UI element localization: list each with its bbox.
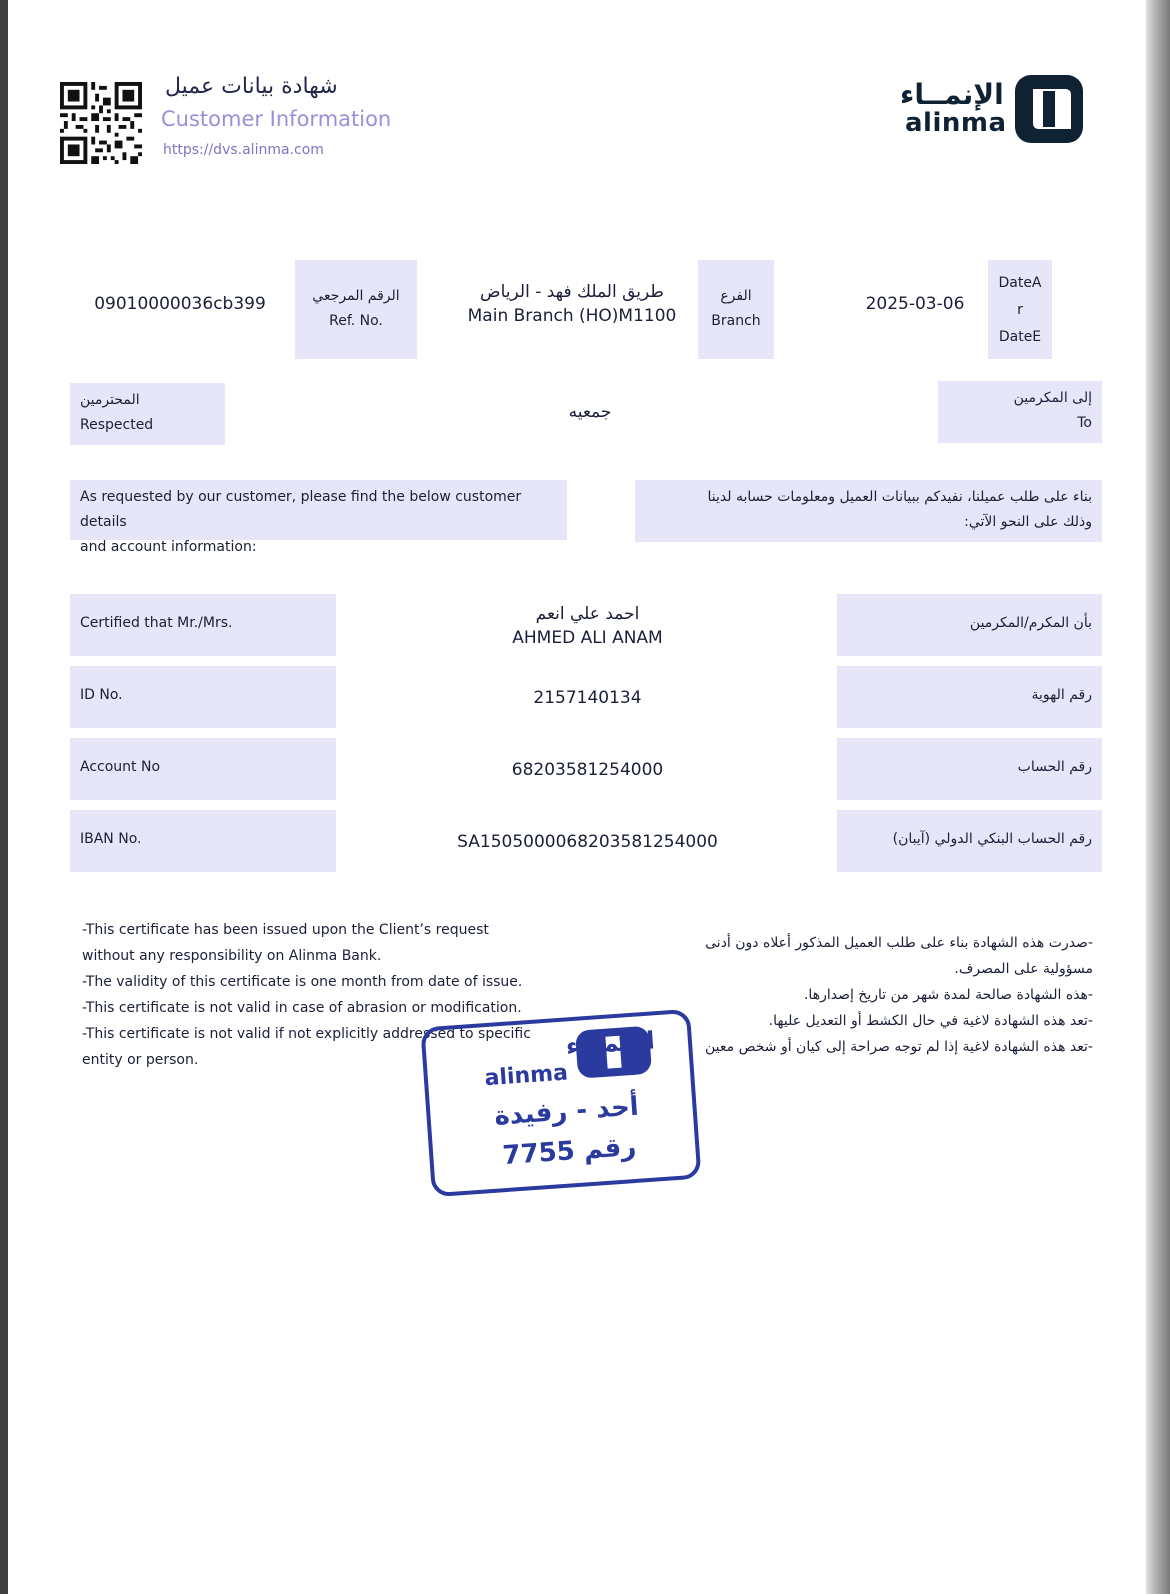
disclaimer-en-line: -The validity of this certificate is one month from date of issue. [82,974,523,990]
intro-en-line2: and account information: [80,539,257,555]
to-label-ar: إلى المكرمين [1013,390,1092,406]
disclaimer-en-line: -This certificate is not valid if not explicitly addressed to specific [82,1026,531,1042]
qr-code-icon [60,82,142,164]
id-label-en: ID No. [70,666,336,728]
branch-value-en: Main Branch (HO)M1100 [467,306,677,326]
disclaimer-ar-line: مسؤولية على المصرف. [954,961,1093,977]
customer-name [440,602,735,650]
to-label [938,381,1102,443]
stamp-logo-text-en: alinma [483,1060,569,1092]
ref-number-value: 09010000036cb399 [94,294,266,314]
ref-label-en: Ref. No. [329,313,383,329]
addressee-name: جمعيه [568,402,612,422]
to-label-en: To [1077,415,1092,431]
certificate-title-ar: شهادة بيانات عميل [165,74,338,99]
certified-label-en: Certified that Mr./Mrs. [70,594,336,656]
stamp-number-text: رقم 7755 [501,1131,638,1172]
intro-ar-line1: بناء على طلب عميلنا، نفيدكم ببيانات العميل ومعلومات حسابه لدينا [707,489,1092,505]
account-label-en: Account No [70,738,336,800]
stamp-logo-text-ar: الإنمــاء [565,1026,656,1061]
date-label-line2: r [1017,302,1023,318]
bank-logo-text-en: alinma [905,108,1007,138]
id-label-ar: رقم الهوية [837,666,1102,728]
iban-value: SA1505000068203581254000 [457,832,718,852]
disclaimer-ar-line: -تعد هذه الشهادة لاغية في حال الكشط أو التعديل عليها. [768,1013,1093,1029]
customer-name-en: AHMED ALI ANAM [512,628,663,648]
respected-label-ar: المحترمين [80,392,140,408]
page-edge-left [0,0,8,1594]
branch-value [432,280,712,328]
ref-label-ar: الرقم المرجعي [312,288,400,304]
branch-label-en: Branch [711,313,761,329]
date-label-line3: DateE [998,329,1042,345]
customer-name-ar: احمد علي انعم [535,604,640,624]
date-label [988,260,1052,359]
bank-stamp [416,1010,706,1198]
ref-number-label [295,260,417,359]
intro-text-en [70,480,567,555]
certificate-title-en: Customer Information [161,107,392,131]
stamp-branch-text: أحد - رفيدة [493,1091,640,1132]
account-label-ar: رقم الحساب [837,738,1102,800]
issue-date-value: 2025-03-06 [865,294,965,314]
respected-label [70,383,225,445]
bank-logo-icon [1015,75,1083,143]
disclaimer-en-line: without any responsibility on Alinma Bank. [82,948,382,964]
intro-text-ar [635,480,1102,542]
disclaimer-ar-line: -صدرت هذه الشهادة بناء على طلب العميل المذكور أعلاه دون أدنى [705,935,1093,951]
disclaimer-en-line: -This certificate is not valid in case of abrasion or modification. [82,1000,522,1016]
branch-label [698,260,774,359]
verification-url[interactable]: https://dvs.alinma.com [163,142,324,158]
disclaimer-ar-line: -هذه الشهادة صالحة لمدة شهر من تاريخ إصدارها. [803,987,1093,1003]
id-number-value: 2157140134 [533,688,642,708]
certified-label-ar: بأن المكرم/المكرمين [837,594,1102,656]
branch-label-ar: الفرع [720,288,752,304]
intro-en-line1: As requested by our customer, please find the below customer details [80,489,522,530]
disclaimer-en-line: entity or person. [82,1052,199,1068]
iban-label-en: IBAN No. [70,810,336,872]
intro-ar-line2: وذلك على النحو الآتي: [964,514,1092,530]
bank-logo-text-ar: الإنمــاء [900,78,1004,111]
disclaimer-ar-line: -تعد هذه الشهادة لاغية إذا لم توجه صراحة إلى كيان أو شخص معين [704,1039,1093,1055]
disclaimer-en-line: -This certificate has been issued upon the Client’s request [82,922,489,938]
account-number-value: 68203581254000 [511,760,664,780]
scrollbar-track[interactable] [1146,0,1170,1594]
respected-label-en: Respected [80,417,154,433]
date-label-line1: DateA [998,275,1042,291]
iban-label-ar: رقم الحساب البنكي الدولي (آيبان) [837,810,1102,872]
branch-value-ar: طريق الملك فهد - الرياض [480,282,664,302]
